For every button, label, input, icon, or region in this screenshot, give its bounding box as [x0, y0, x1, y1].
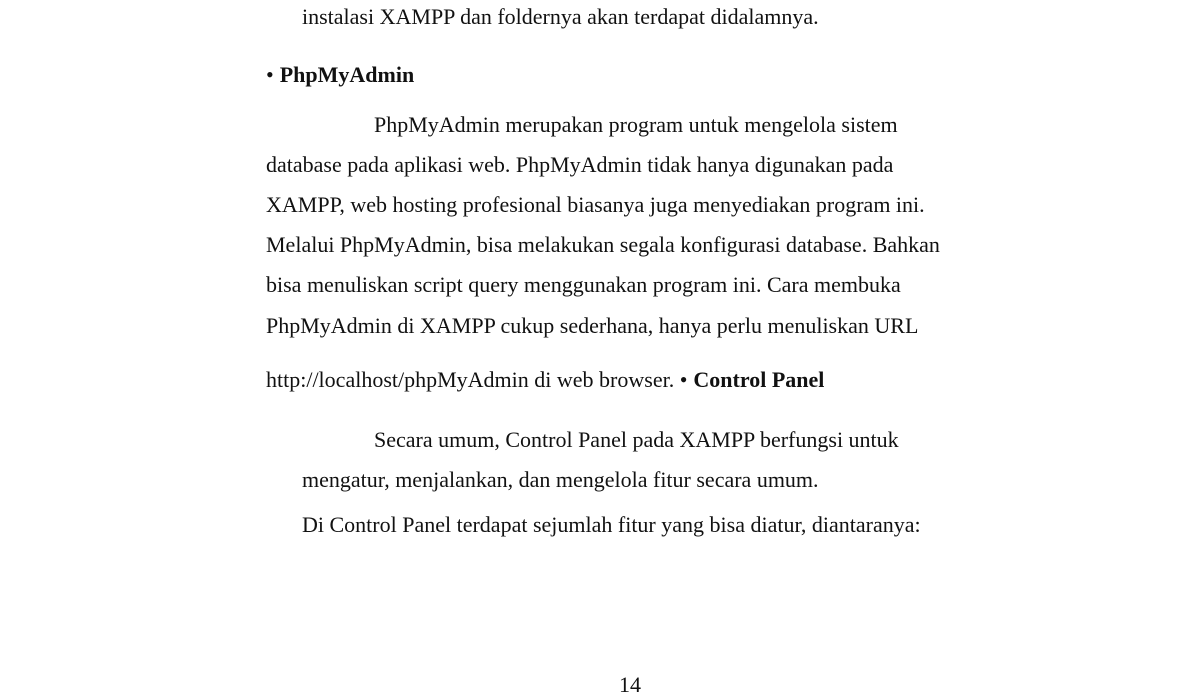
paragraph-line: PhpMyAdmin di XAMPP cukup sederhana, hanya perlu menuliskan URL — [266, 313, 919, 338]
paragraph-line: Secara umum, Control Panel pada XAMPP berfungsi untuk — [374, 427, 899, 452]
paragraph-line: Melalui PhpMyAdmin, bisa melakukan segala konfigurasi database. Bahkan — [266, 232, 940, 257]
phpmyadmin-heading — [266, 64, 414, 86]
paragraph-line: database pada aplikasi web. PhpMyAdmin tidak hanya digunakan pada — [266, 152, 894, 177]
url-line-with-control-panel-heading — [266, 369, 824, 391]
bullet-marker: • — [266, 62, 274, 87]
page-number: 14 — [619, 672, 641, 697]
phpmyadmin-heading-text: PhpMyAdmin — [279, 62, 415, 87]
control-panel-heading: Control Panel — [693, 367, 825, 392]
intro-line: instalasi XAMPP dan foldernya akan terdapat didalamnya. — [302, 4, 819, 29]
bullet-marker: • — [679, 367, 688, 392]
paragraph-line: Di Control Panel terdapat sejumlah fitur yang bisa diatur, diantaranya: — [302, 512, 921, 537]
paragraph-line: http://localhost/phpMyAdmin di web browser. — [266, 367, 675, 392]
paragraph-line: PhpMyAdmin merupakan program untuk mengelola sistem — [374, 112, 898, 137]
paragraph-line: mengatur, menjalankan, dan mengelola fitur secara umum. — [302, 467, 819, 492]
paragraph-line: bisa menuliskan script query menggunakan program ini. Cara membuka — [266, 272, 901, 297]
paragraph-line: XAMPP, web hosting profesional biasanya juga menyediakan program ini. — [266, 192, 925, 217]
